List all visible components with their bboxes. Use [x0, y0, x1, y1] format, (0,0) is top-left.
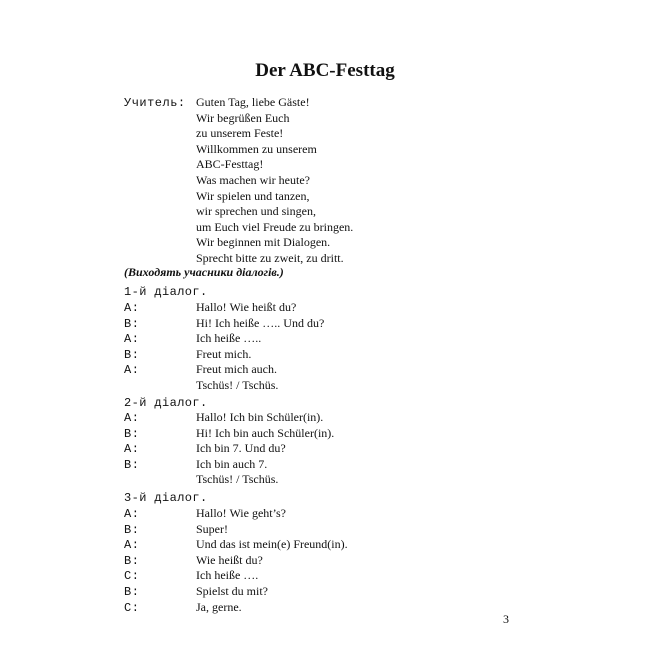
dialog-line: Ich heiße ….: [196, 568, 259, 583]
dialog-speaker: A:: [124, 363, 140, 377]
dialog-line: Ich bin auch 7.: [196, 456, 268, 471]
page-number: 3: [503, 612, 509, 626]
dialog-line: Freut mich auch.: [196, 362, 277, 376]
dialog-line: Super!: [196, 521, 228, 536]
dialog-line: Freut mich.: [196, 346, 252, 361]
dialog-speaker: B:: [124, 457, 140, 472]
dialog-line: Tschüs! / Tschüs.: [196, 377, 279, 392]
dialog-speaker: A:: [124, 538, 140, 553]
teacher-line: Wir spielen und tanzen,: [196, 188, 310, 203]
dialog-line: Und das ist mein(e) Freund(in).: [196, 537, 348, 552]
dialog-line: Ja, gerne.: [196, 599, 242, 614]
dialog-line: Hallo! Ich bin Schüler(in).: [196, 410, 324, 424]
dialog-speaker: B:: [124, 316, 140, 331]
dialog-speaker: B:: [124, 347, 140, 362]
teacher-line: wir sprechen und singen,: [196, 204, 316, 219]
dialog-line: Hi! Ich heiße ….. Und du?: [196, 315, 325, 330]
dialog-speaker: A:: [124, 507, 140, 521]
dialog-speaker: C:: [124, 569, 140, 584]
teacher-line: Was machen wir heute?: [196, 173, 310, 187]
dialog-speaker: A:: [124, 332, 140, 346]
dialog-speaker: B:: [124, 522, 140, 537]
dialog-speaker: C:: [124, 600, 140, 615]
teacher-line: zu unserem Feste!: [196, 126, 284, 141]
teacher-line: Willkommen zu unserem: [196, 141, 317, 156]
dialog-heading: 1-й діалог.: [124, 285, 208, 299]
teacher-line: Wir begrüßen Euch: [196, 110, 290, 125]
dialog-line: Ich heiße …..: [196, 331, 262, 345]
teacher-line: Wir beginnen mit Dialogen.: [196, 235, 331, 250]
dialog-line: Ich bin 7. Und du?: [196, 441, 286, 456]
dialog-line: Tschüs! / Tschüs.: [196, 472, 279, 487]
dialog-line: Wie heißt du?: [196, 552, 263, 567]
dialog-speaker: B:: [124, 585, 140, 599]
dialog-line: Hallo! Wie heißt du?: [196, 300, 297, 314]
dialog-speaker: B:: [124, 426, 140, 441]
teacher-line: Guten Tag, liebe Gäste!: [196, 95, 310, 109]
dialog-line: Hi! Ich bin auch Schüler(in).: [196, 425, 335, 440]
dialog-line: Hallo! Wie geht’s?: [196, 506, 286, 520]
dialog-speaker: A:: [124, 411, 140, 425]
teacher-line: um Euch viel Freude zu bringen.: [196, 219, 354, 234]
dialog-heading: 3-й діалог.: [124, 491, 208, 505]
dialog-speaker: A:: [124, 442, 140, 457]
dialog-speaker: A:: [124, 301, 140, 315]
dialog-line: Spielst du mit?: [196, 584, 268, 598]
stage-direction: (Виходять учасники діалогів.): [124, 265, 284, 279]
page-title: Der ABC-Festtag: [255, 60, 395, 81]
teacher-line: ABC-Festtag!: [196, 157, 264, 172]
teacher-speaker-label: Учитель:: [124, 96, 186, 110]
dialog-speaker: B:: [124, 553, 140, 568]
teacher-line: Sprecht bitte zu zweit, zu dritt.: [196, 251, 344, 265]
dialog-heading: 2-й діалог.: [124, 396, 208, 410]
